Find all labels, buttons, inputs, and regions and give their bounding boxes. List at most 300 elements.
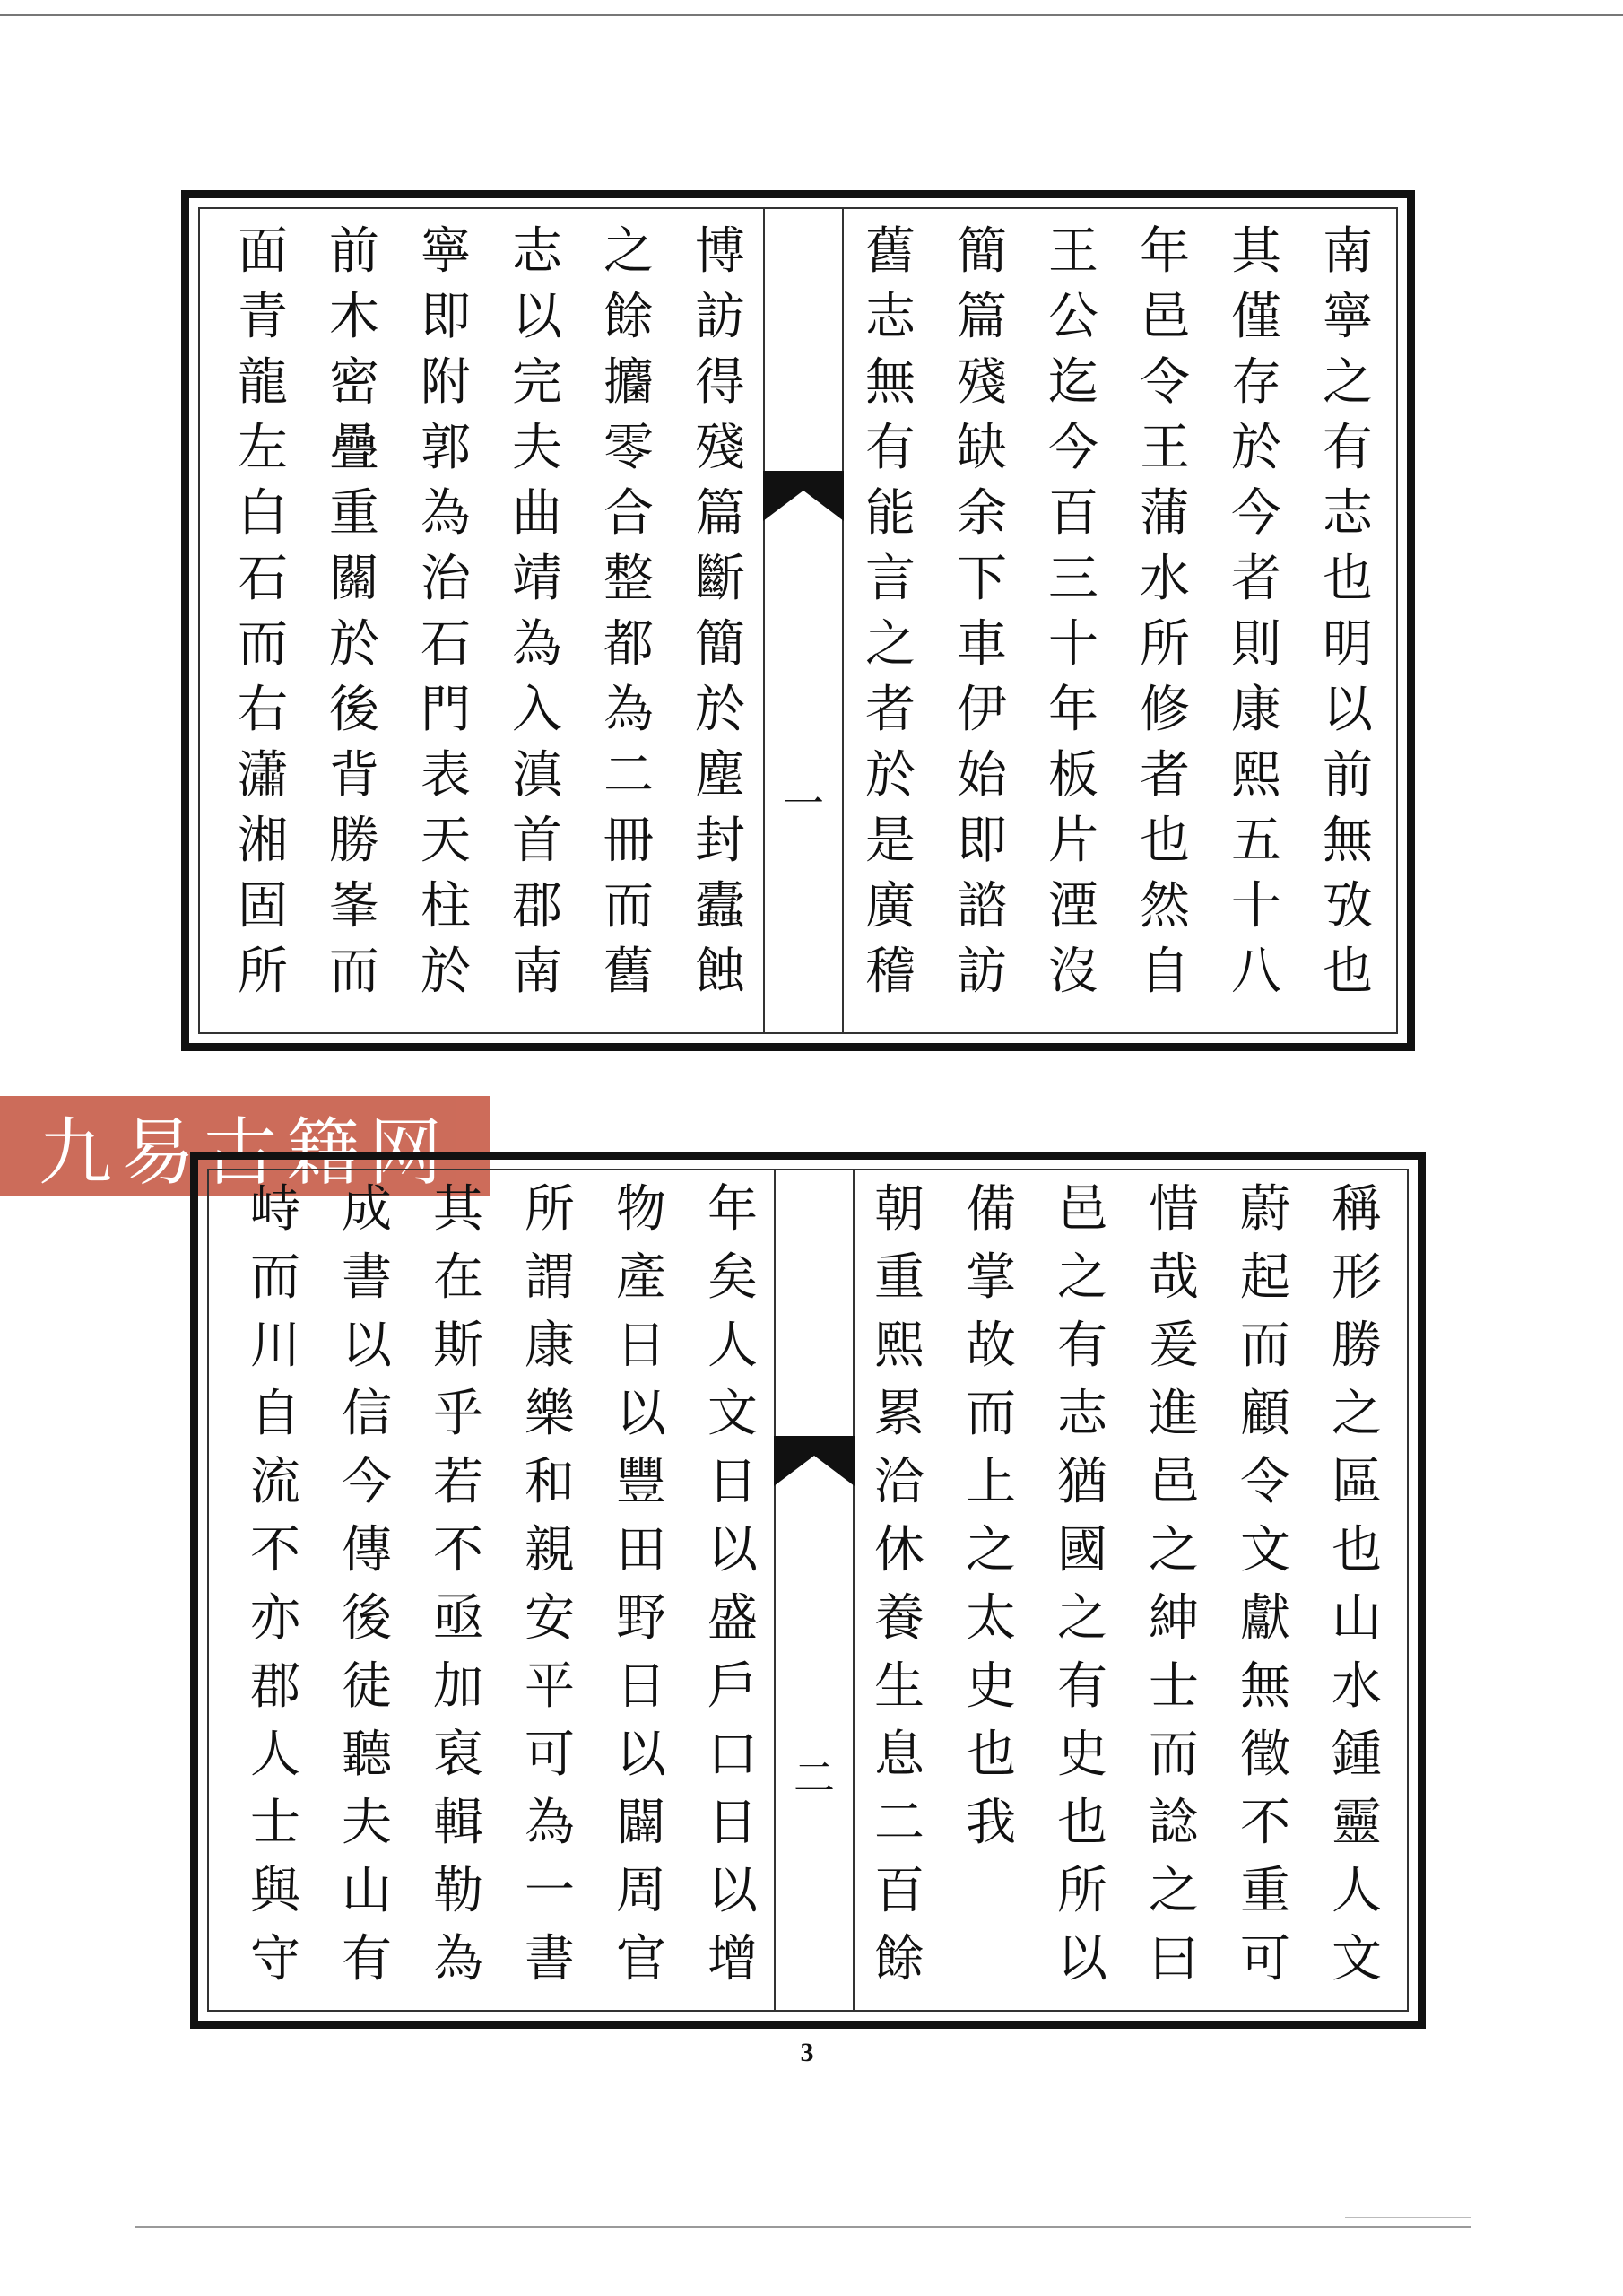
glyph: 斯 (433, 1317, 483, 1375)
text-column (1138, 1180, 1210, 2003)
bottom-rule-short (1345, 2217, 1471, 2218)
glyph: 洽 (874, 1453, 924, 1511)
glyph: 之 (1057, 1589, 1107, 1648)
glyph: 而 (966, 1385, 1016, 1443)
glyph: 缺 (957, 419, 1007, 477)
glyph: 今 (342, 1453, 392, 1511)
fishtail-mark-icon (774, 1436, 855, 1486)
folio-number: 一 (783, 779, 824, 828)
glyph: 以 (512, 288, 562, 346)
glyph: 累 (874, 1385, 924, 1443)
center-fold-strip (763, 207, 844, 1034)
glyph: 水 (1140, 550, 1190, 608)
glyph: 峙 (250, 1180, 300, 1239)
glyph: 也 (1323, 943, 1373, 1001)
glyph: 之 (1149, 1521, 1199, 1579)
text-column (697, 1180, 768, 2003)
glyph: 諮 (957, 877, 1007, 935)
glyph: 百 (1048, 484, 1098, 543)
glyph: 夫 (342, 1794, 392, 1852)
text-column (1229, 1180, 1301, 2003)
glyph: 固 (238, 877, 288, 935)
glyph: 令 (1140, 353, 1190, 412)
text-column (864, 1180, 935, 2003)
glyph: 南 (512, 943, 562, 1001)
glyph: 木 (329, 288, 379, 346)
glyph: 以 (707, 1521, 758, 1579)
glyph: 豐 (616, 1453, 666, 1511)
glyph: 附 (421, 353, 471, 412)
glyph: 產 (616, 1248, 666, 1307)
text-column (318, 222, 390, 1013)
glyph: 其 (1231, 222, 1281, 281)
glyph: 前 (1323, 746, 1373, 804)
glyph: 文 (1240, 1521, 1290, 1579)
glyph: 令 (1240, 1453, 1290, 1511)
glyph: 瀟 (238, 746, 288, 804)
glyph: 二 (874, 1794, 924, 1852)
glyph: 人 (250, 1726, 300, 1784)
text-column (227, 222, 299, 1013)
glyph: 而 (603, 877, 654, 935)
glyph: 滇 (512, 746, 562, 804)
glyph: 人 (707, 1317, 758, 1375)
glyph: 今 (1048, 419, 1098, 477)
glyph: 日 (707, 1453, 758, 1511)
glyph: 入 (512, 681, 562, 739)
glyph: 者 (1231, 550, 1281, 608)
glyph: 上 (966, 1453, 1016, 1511)
glyph: 迄 (1048, 353, 1098, 412)
glyph: 之 (1149, 1862, 1199, 1920)
glyph: 之 (603, 222, 654, 281)
glyph: 僅 (1231, 288, 1281, 346)
text-column (955, 1180, 1027, 1866)
text-column (855, 222, 926, 1013)
glyph: 生 (874, 1657, 924, 1716)
glyph: 不 (433, 1521, 483, 1579)
glyph: 為 (525, 1794, 575, 1852)
glyph: 乎 (433, 1385, 483, 1443)
glyph: 簡 (695, 615, 745, 674)
glyph: 訪 (695, 288, 745, 346)
text-column (1321, 1180, 1393, 2003)
glyph: 為 (433, 1930, 483, 1988)
glyph: 文 (707, 1385, 758, 1443)
glyph: 王 (1140, 419, 1190, 477)
glyph: 殘 (695, 419, 745, 477)
page-number: 3 (800, 2038, 814, 2067)
glyph: 太 (966, 1589, 1016, 1648)
glyph: 物 (616, 1180, 666, 1239)
glyph: 則 (1231, 615, 1281, 674)
glyph: 今 (1231, 484, 1281, 543)
glyph: 也 (1323, 550, 1373, 608)
glyph: 面 (238, 222, 288, 281)
glyph: 舊 (865, 222, 916, 281)
glyph: 即 (957, 812, 1007, 870)
glyph: 有 (1057, 1317, 1107, 1375)
glyph: 有 (342, 1930, 392, 1988)
glyph: 康 (1231, 681, 1281, 739)
glyph: 車 (957, 615, 1007, 674)
glyph: 輯 (433, 1794, 483, 1852)
glyph: 亟 (433, 1589, 483, 1648)
glyph: 合 (603, 484, 654, 543)
glyph: 自 (1140, 943, 1190, 1001)
glyph: 十 (1231, 877, 1281, 935)
folio-number: 二 (794, 1753, 835, 1802)
glyph: 樂 (525, 1385, 575, 1443)
glyph: 惜 (1149, 1180, 1199, 1239)
glyph: 蒲 (1140, 484, 1190, 543)
watermark-text: 九易古籍网 (38, 1109, 451, 1196)
text-column (239, 1180, 311, 2003)
glyph: 攷 (1323, 877, 1373, 935)
glyph: 斷 (695, 550, 745, 608)
bottom-rule (135, 2226, 1471, 2228)
glyph: 熙 (1231, 746, 1281, 804)
glyph: 所 (1057, 1862, 1107, 1920)
glyph: 田 (616, 1521, 666, 1579)
glyph: 水 (1332, 1657, 1382, 1716)
glyph: 可 (1240, 1930, 1290, 1988)
glyph: 郭 (421, 419, 471, 477)
glyph: 片 (1048, 812, 1098, 870)
glyph: 故 (966, 1317, 1016, 1375)
glyph: 都 (603, 615, 654, 674)
glyph: 一 (525, 1862, 575, 1920)
glyph: 蠹 (695, 877, 745, 935)
glyph: 重 (329, 484, 379, 543)
glyph: 其 (433, 1180, 483, 1239)
glyph: 餘 (874, 1930, 924, 1988)
glyph: 我 (966, 1794, 1016, 1852)
glyph: 郡 (512, 877, 562, 935)
glyph: 可 (525, 1726, 575, 1784)
glyph: 為 (603, 681, 654, 739)
text-column (593, 222, 664, 1013)
glyph: 安 (525, 1589, 575, 1648)
glyph: 勝 (329, 812, 379, 870)
glyph: 完 (512, 353, 562, 412)
glyph: 而 (238, 615, 288, 674)
glyph: 曲 (512, 484, 562, 543)
text-column (331, 1180, 403, 2003)
glyph: 志 (865, 288, 916, 346)
glyph: 區 (1332, 1453, 1382, 1511)
glyph: 者 (865, 681, 916, 739)
glyph: 關 (329, 550, 379, 608)
glyph: 康 (525, 1317, 575, 1375)
glyph: 門 (421, 681, 471, 739)
glyph: 爰 (1149, 1317, 1199, 1375)
glyph: 表 (421, 746, 471, 804)
glyph: 曰 (1149, 1930, 1199, 1988)
glyph: 石 (421, 615, 471, 674)
glyph: 矣 (707, 1248, 758, 1307)
glyph: 八 (1231, 943, 1281, 1001)
glyph: 熙 (874, 1317, 924, 1375)
glyph: 有 (1057, 1657, 1107, 1716)
glyph: 王 (1048, 222, 1098, 281)
glyph: 息 (874, 1726, 924, 1784)
glyph: 與 (250, 1862, 300, 1920)
glyph: 於 (1231, 419, 1281, 477)
glyph: 不 (250, 1521, 300, 1579)
glyph: 簡 (957, 222, 1007, 281)
glyph: 而 (1240, 1317, 1290, 1375)
glyph: 重 (874, 1248, 924, 1307)
glyph: 板 (1048, 746, 1098, 804)
text-column (1129, 222, 1201, 1013)
glyph: 峯 (329, 877, 379, 935)
glyph: 塵 (695, 746, 745, 804)
glyph: 靈 (1332, 1794, 1382, 1852)
glyph: 於 (695, 681, 745, 739)
glyph: 也 (1057, 1794, 1107, 1852)
glyph: 裒 (433, 1726, 483, 1784)
top-rule (0, 14, 1623, 16)
glyph: 十 (1048, 615, 1098, 674)
glyph: 有 (1323, 419, 1373, 477)
glyph: 篇 (957, 288, 1007, 346)
glyph: 有 (865, 419, 916, 477)
glyph: 湘 (238, 812, 288, 870)
page-block-upper (181, 190, 1415, 1051)
glyph: 人 (1332, 1862, 1382, 1920)
glyph: 戶 (707, 1657, 758, 1716)
glyph: 所 (525, 1180, 575, 1239)
glyph: 然 (1140, 877, 1190, 935)
glyph: 於 (421, 943, 471, 1001)
glyph: 是 (865, 812, 916, 870)
glyph: 舊 (603, 943, 654, 1001)
glyph: 史 (966, 1657, 1016, 1716)
glyph: 形 (1332, 1248, 1382, 1307)
glyph: 起 (1240, 1248, 1290, 1307)
glyph: 邑 (1057, 1180, 1107, 1239)
glyph: 湮 (1048, 877, 1098, 935)
glyph: 南 (1323, 222, 1373, 281)
glyph: 白 (238, 484, 288, 543)
glyph: 所 (1140, 615, 1190, 674)
glyph: 封 (695, 812, 745, 870)
text-column (684, 222, 756, 1013)
text-column (514, 1180, 586, 2003)
text-column (946, 222, 1018, 1013)
glyph: 始 (957, 746, 1007, 804)
glyph: 訪 (957, 943, 1007, 1001)
glyph: 野 (616, 1589, 666, 1648)
glyph: 之 (865, 615, 916, 674)
glyph: 冊 (603, 812, 654, 870)
glyph: 為 (421, 484, 471, 543)
glyph: 盛 (707, 1589, 758, 1648)
glyph: 川 (250, 1317, 300, 1375)
glyph: 備 (966, 1180, 1016, 1239)
glyph: 者 (1140, 746, 1190, 804)
glyph: 能 (865, 484, 916, 543)
glyph: 而 (1149, 1726, 1199, 1784)
glyph: 首 (512, 812, 562, 870)
glyph: 博 (695, 222, 745, 281)
glyph: 紳 (1149, 1589, 1199, 1648)
glyph: 哉 (1149, 1248, 1199, 1307)
glyph: 增 (707, 1930, 758, 1988)
page-block-lower (190, 1152, 1426, 2029)
glyph: 徵 (1240, 1726, 1290, 1784)
glyph: 存 (1231, 353, 1281, 412)
glyph: 靖 (512, 550, 562, 608)
glyph: 周 (616, 1862, 666, 1920)
glyph: 沒 (1048, 943, 1098, 1001)
glyph: 夫 (512, 419, 562, 477)
glyph: 若 (433, 1453, 483, 1511)
glyph: 年 (707, 1180, 758, 1239)
glyph: 無 (865, 353, 916, 412)
glyph: 蔚 (1240, 1180, 1290, 1239)
glyph: 加 (433, 1657, 483, 1716)
glyph: 於 (865, 746, 916, 804)
glyph: 勝 (1332, 1317, 1382, 1375)
glyph: 闢 (616, 1794, 666, 1852)
glyph: 以 (1323, 681, 1373, 739)
glyph: 柱 (421, 877, 471, 935)
glyph: 和 (525, 1453, 575, 1511)
glyph: 徒 (342, 1657, 392, 1716)
glyph: 二 (603, 746, 654, 804)
glyph: 而 (329, 943, 379, 1001)
glyph: 也 (966, 1726, 1016, 1784)
glyph: 志 (1323, 484, 1373, 543)
glyph: 於 (329, 615, 379, 674)
glyph: 郡 (250, 1657, 300, 1716)
glyph: 信 (342, 1385, 392, 1443)
glyph: 山 (342, 1862, 392, 1920)
glyph: 勒 (433, 1862, 483, 1920)
glyph: 左 (238, 419, 288, 477)
glyph: 平 (525, 1657, 575, 1716)
glyph: 之 (1057, 1248, 1107, 1307)
glyph: 整 (603, 550, 654, 608)
glyph: 伊 (957, 681, 1007, 739)
glyph: 年 (1140, 222, 1190, 281)
glyph: 獻 (1240, 1589, 1290, 1648)
glyph: 守 (250, 1930, 300, 1988)
glyph: 明 (1323, 615, 1373, 674)
glyph: 余 (957, 484, 1007, 543)
glyph: 石 (238, 550, 288, 608)
glyph: 言 (865, 550, 916, 608)
glyph: 無 (1240, 1657, 1290, 1716)
glyph: 書 (342, 1248, 392, 1307)
glyph: 邑 (1149, 1453, 1199, 1511)
glyph: 重 (1240, 1862, 1290, 1920)
glyph: 日 (707, 1794, 758, 1852)
glyph: 亦 (250, 1589, 300, 1648)
text-column (422, 1180, 494, 2003)
glyph: 官 (616, 1930, 666, 1988)
text-column (1046, 1180, 1118, 2003)
glyph: 攟 (603, 353, 654, 412)
glyph: 而 (250, 1248, 300, 1307)
glyph: 養 (874, 1589, 924, 1648)
center-fold-strip (774, 1169, 855, 2012)
glyph: 國 (1057, 1521, 1107, 1579)
glyph: 五 (1231, 812, 1281, 870)
glyph: 前 (329, 222, 379, 281)
glyph: 餘 (603, 288, 654, 346)
fishtail-mark-icon (763, 471, 844, 521)
glyph: 廣 (865, 877, 916, 935)
glyph: 青 (238, 288, 288, 346)
glyph: 公 (1048, 288, 1098, 346)
glyph: 也 (1140, 812, 1190, 870)
glyph: 史 (1057, 1726, 1107, 1784)
glyph: 志 (512, 222, 562, 281)
glyph: 修 (1140, 681, 1190, 739)
glyph: 進 (1149, 1385, 1199, 1443)
glyph: 百 (874, 1862, 924, 1920)
glyph: 日 (616, 1317, 666, 1375)
glyph: 傳 (342, 1521, 392, 1579)
glyph: 以 (616, 1385, 666, 1443)
glyph: 聽 (342, 1726, 392, 1784)
glyph: 親 (525, 1521, 575, 1579)
glyph: 年 (1048, 681, 1098, 739)
glyph: 無 (1323, 812, 1373, 870)
glyph: 即 (421, 288, 471, 346)
glyph: 之 (1323, 353, 1373, 412)
glyph: 流 (250, 1453, 300, 1511)
glyph: 顧 (1240, 1385, 1290, 1443)
glyph: 下 (957, 550, 1007, 608)
glyph: 龍 (238, 353, 288, 412)
glyph: 之 (1332, 1385, 1382, 1443)
glyph: 士 (250, 1794, 300, 1852)
glyph: 士 (1149, 1657, 1199, 1716)
glyph: 所 (238, 943, 288, 1001)
text-column (501, 222, 573, 1013)
glyph: 治 (421, 550, 471, 608)
glyph: 以 (616, 1726, 666, 1784)
glyph: 蝕 (695, 943, 745, 1001)
glyph: 成 (342, 1180, 392, 1239)
glyph: 後 (342, 1589, 392, 1648)
glyph: 稱 (1332, 1180, 1382, 1239)
glyph: 志 (1057, 1385, 1107, 1443)
glyph: 日 (616, 1657, 666, 1716)
glyph: 篇 (695, 484, 745, 543)
glyph: 猶 (1057, 1453, 1107, 1511)
glyph: 在 (433, 1248, 483, 1307)
glyph: 邑 (1140, 288, 1190, 346)
glyph: 右 (238, 681, 288, 739)
text-column (410, 222, 482, 1013)
glyph: 山 (1332, 1589, 1382, 1648)
glyph: 寧 (421, 222, 471, 281)
glyph: 不 (1240, 1794, 1290, 1852)
glyph: 密 (329, 353, 379, 412)
glyph: 三 (1048, 550, 1098, 608)
glyph: 疊 (329, 419, 379, 477)
glyph: 書 (525, 1930, 575, 1988)
glyph: 為 (512, 615, 562, 674)
glyph: 以 (1057, 1930, 1107, 1988)
glyph: 天 (421, 812, 471, 870)
glyph: 背 (329, 746, 379, 804)
